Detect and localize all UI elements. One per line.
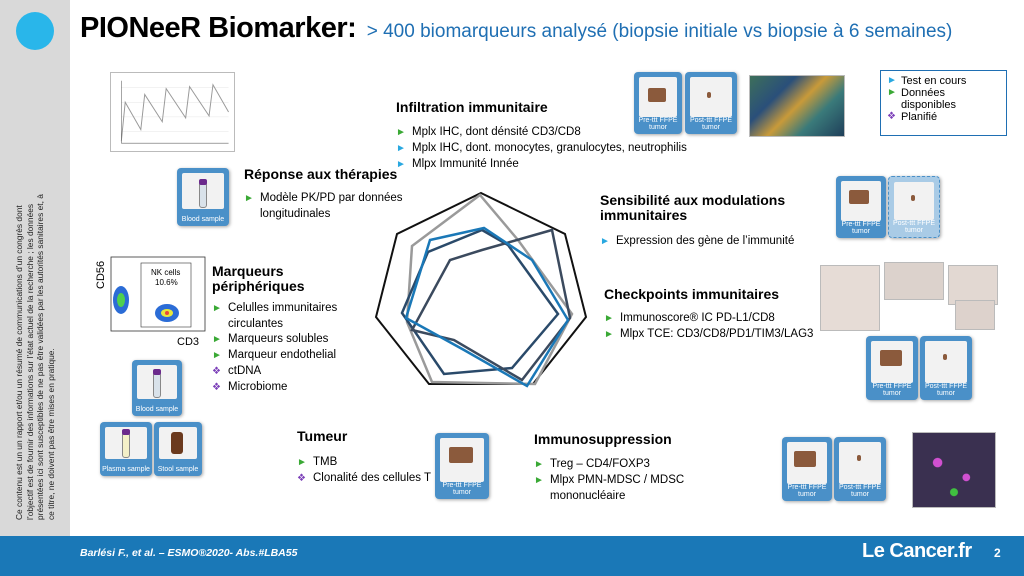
list-item <box>212 380 362 396</box>
list-item <box>212 332 362 348</box>
facs-gate-label: NK cells <box>151 268 181 277</box>
page-number: 2 <box>994 546 1001 560</box>
sample-caption: Blood sample <box>181 216 225 224</box>
sample-caption: Stool sample <box>157 466 199 474</box>
facs-y-label: CD56 <box>95 260 107 289</box>
tissue-icon <box>449 447 473 463</box>
list-item-text: Marqueur endothelial <box>228 349 337 362</box>
ihc-image <box>955 300 995 330</box>
diamond-icon: ❖ <box>212 366 221 378</box>
post-ttt-sample-card <box>685 72 737 134</box>
list-item-text: Mplx IHC, dont dénsité CD3/CD8 <box>412 126 581 138</box>
pk-curve-image <box>110 72 235 152</box>
arrow-icon: ► <box>212 350 222 362</box>
arrow-icon: ► <box>212 334 222 346</box>
stool-sample-card <box>154 422 202 476</box>
legend-item <box>887 111 1000 123</box>
blood-tube-icon <box>153 372 161 398</box>
list-item <box>212 348 362 364</box>
disclaimer-text: Ce contenu est un un rapport et/ou un résumé de communications d’un congrès dont l’objectif est de fournir des informations sur l’état actuel de la recherche ; les données présentées ici sont susceptibles de ne pas être validées par les autorités sanitaires et, à ce titre, ne doivent pas être mises en pratique. <box>14 194 56 520</box>
tissue-icon <box>943 354 947 360</box>
list-item-text: Mlpx PMN-MDSC / MDSC mononucléaire <box>550 474 685 502</box>
list-item <box>212 301 362 332</box>
multiplex-ihc-image <box>749 75 845 137</box>
arrow-icon: ► <box>396 143 406 154</box>
arrow-icon: ► <box>297 457 307 468</box>
plasma-tube-icon <box>122 432 130 458</box>
tissue-icon <box>849 190 869 204</box>
footer-citation: Barlési F., et al. – ESMO®2020- Abs.#LBA55 <box>80 547 298 559</box>
sample-caption: Post-ttt FFPE tumor <box>924 382 967 398</box>
section-sensibilite-list <box>600 234 830 250</box>
sample-tile <box>690 77 732 117</box>
list-item-text: Mlpx TCE: CD3/CD8/PD1/TIM3/LAG3 <box>620 328 814 340</box>
list-item-text: ctDNA <box>228 365 262 378</box>
section-immunosuppression-title: Immunosuppression <box>534 431 672 447</box>
section-checkpoints-list <box>604 311 834 343</box>
arrow-icon: ► <box>534 459 544 470</box>
sample-caption: Plasma sample <box>102 466 150 474</box>
blood-sample-card <box>177 168 229 226</box>
list-item <box>604 327 834 343</box>
status-legend <box>880 70 1007 136</box>
list-item-text: Celulles immunitaires circulantes <box>228 302 338 330</box>
sample-caption: Post-ttt FFPE tumor <box>689 116 732 132</box>
list-item-text: Mplx IHC, dont. monocytes, granulocytes, neutrophilis <box>412 142 687 154</box>
radar-diagram <box>372 190 590 400</box>
sample-tile <box>925 341 967 383</box>
legend-item <box>887 75 1000 87</box>
list-item-text: Treg – CD4/FOXP3 <box>550 458 650 470</box>
diamond-icon: ❖ <box>887 111 896 123</box>
ihc-image <box>948 265 998 305</box>
arrow-icon: ► <box>887 87 897 99</box>
tissue-icon <box>707 92 711 98</box>
mdsc-fluorescence-image <box>912 432 996 508</box>
tissue-icon <box>911 195 915 201</box>
list-item-text: Mlpx Immunité Innée <box>412 158 519 170</box>
section-marqueurs-title: Marqueurs périphériques <box>212 263 305 295</box>
plasma-sample-card <box>100 422 152 476</box>
arrow-icon: ► <box>534 475 544 486</box>
section-sensibilite-title: Sensibilité aux modulations immunitaires <box>600 192 786 224</box>
list-item <box>604 311 834 327</box>
sample-caption: Pre-ttt FFPE tumor <box>638 116 678 132</box>
brand-circle-icon <box>16 12 54 50</box>
pre-ttt-sample-card <box>782 437 832 501</box>
arrow-icon: ► <box>396 159 406 170</box>
list-item-text: Modèle PK/PD par données longitudinales <box>260 192 403 220</box>
diamond-icon: ❖ <box>297 473 306 484</box>
list-item <box>212 364 362 380</box>
pre-ttt-sample-card <box>866 336 918 400</box>
sample-tile <box>894 182 934 220</box>
section-tumeur-list <box>297 455 447 487</box>
blood-sample-card <box>132 360 182 416</box>
list-item-text: Microbiome <box>228 381 288 394</box>
post-ttt-sample-card-planned <box>888 176 940 238</box>
lecancer-logo[interactable]: Le Cancer.fr <box>862 540 972 562</box>
section-marqueurs-list <box>212 301 362 396</box>
sample-caption: Pre-ttt FFPE tumor <box>787 483 827 499</box>
section-reponse-title: Réponse aux thérapies <box>244 166 398 182</box>
title-main: PIONeeR Biomarker: <box>80 12 357 44</box>
legend-label: Données disponibles <box>901 87 957 112</box>
pre-ttt-sample-card <box>634 72 682 134</box>
tissue-icon <box>880 350 902 366</box>
legend-item <box>887 87 1000 111</box>
sample-caption: Pre-ttt FFPE tumor <box>841 220 881 236</box>
list-item <box>297 471 447 487</box>
sample-caption: Pre-ttt FFPE tumor <box>442 481 482 497</box>
list-item-text: TMB <box>313 456 338 468</box>
list-item-text: Expression des gène de l’immunité <box>616 235 795 247</box>
arrow-icon: ► <box>212 303 222 314</box>
sample-tile <box>839 442 881 484</box>
facs-gate-value: 10.6% <box>155 278 178 287</box>
facs-x-label: CD3 <box>177 336 200 347</box>
list-item <box>600 234 830 250</box>
tissue-icon <box>857 455 861 461</box>
legend-label: Test en cours <box>901 75 967 87</box>
slide-title <box>80 12 952 45</box>
list-item <box>534 457 714 473</box>
pre-ttt-sample-card <box>435 433 489 499</box>
arrow-icon: ► <box>396 127 406 138</box>
arrow-icon: ► <box>604 329 614 340</box>
section-immunosuppression-list <box>534 457 714 504</box>
sample-caption: Blood sample <box>135 406 179 414</box>
list-item-text: Immunoscore® IC PD-L1/CD8 <box>620 312 775 324</box>
title-subtitle: > 400 biomarqueurs analysé (biopsie initiale vs biopsie à 6 semaines) <box>366 21 953 42</box>
post-ttt-sample-card <box>920 336 972 400</box>
sample-caption: Post-ttt FFPE tumor <box>892 219 935 235</box>
radar-series-line <box>412 230 570 380</box>
arrow-icon: ► <box>887 75 897 86</box>
list-item <box>396 141 706 157</box>
list-item <box>297 455 447 471</box>
sample-caption: Pre-ttt FFPE tumor <box>872 382 912 398</box>
list-item-text: Clonalité des cellules T <box>313 472 432 484</box>
sample-caption: Post-ttt FFPE tumor <box>838 483 881 499</box>
ihc-image <box>884 262 944 300</box>
arrow-icon: ► <box>600 236 610 247</box>
section-infiltration-title: Infiltration immunitaire <box>396 99 548 115</box>
blood-tube-icon <box>199 182 207 208</box>
tissue-icon <box>794 451 816 467</box>
pre-ttt-sample-card <box>836 176 886 238</box>
post-ttt-sample-card <box>834 437 886 501</box>
list-item <box>534 473 714 504</box>
diamond-icon: ❖ <box>212 382 221 394</box>
facs-plot-image <box>95 255 207 347</box>
list-item <box>396 157 706 173</box>
arrow-icon: ► <box>604 313 614 324</box>
legend-label: Planifié <box>901 111 938 124</box>
stool-tube-icon <box>171 432 183 454</box>
section-tumeur-title: Tumeur <box>297 428 348 444</box>
tissue-icon <box>648 88 666 102</box>
arrow-icon: ► <box>244 193 254 204</box>
list-item-text: Marqueurs solubles <box>228 333 329 346</box>
section-checkpoints-title: Checkpoints immunitaires <box>604 286 780 302</box>
